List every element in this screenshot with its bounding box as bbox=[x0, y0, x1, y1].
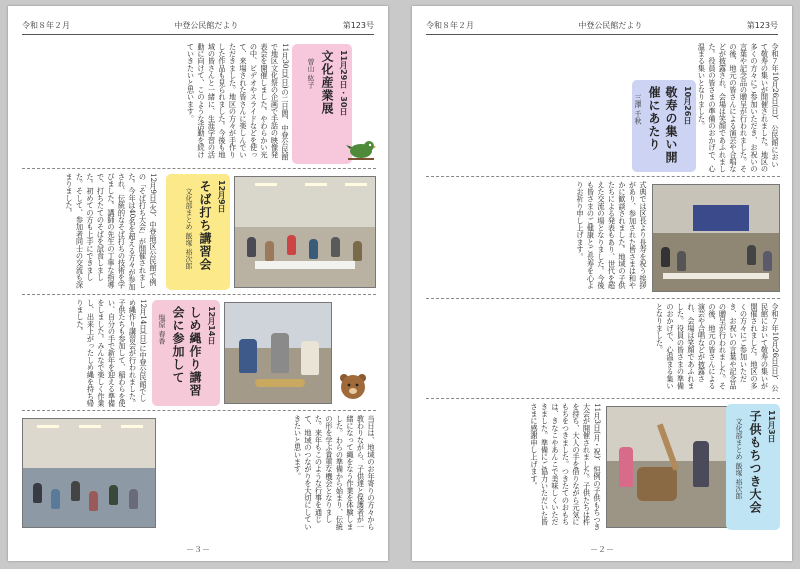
article-culture-exhibition bbox=[22, 40, 376, 169]
article-title: そば打ち講習会 bbox=[198, 180, 212, 271]
article-body: 12月14日(日)に中登公民館でしめ縄作り講習会が行われました。子供たちも参加して、稲わらを使い、自分の手で新年を迎える準備をしました。みんなで楽しく作業し、出来上がったしめ縄を持ち帰りました。 bbox=[76, 299, 148, 407]
page-header bbox=[22, 20, 374, 35]
article-soba-making bbox=[22, 170, 376, 295]
article-author: 曽山 紘子 bbox=[307, 58, 315, 89]
article-title: 文化産業展 bbox=[320, 50, 334, 115]
article-title-box bbox=[632, 80, 696, 172]
article-body: 当日は、地域のお年寄りの方々から教わりながら、子供達と保護者が一緒になって縄をなう作業を体験しました。わらの準備から始まり、伝統の形を学ぶ貴重な機会となりました。来年もこのような行事を通じて、地域のつながりを大切にしていきたいと思います。 bbox=[293, 415, 376, 531]
article-author: 文化部まとめ 飯塚 裕次郎 bbox=[735, 418, 743, 500]
article-body: 令和７年10月26日(日)、公民館において敬寿の集いが開催されました。地区の多くの方々にご参加いただき、お祝いの言葉や記念品の贈呈が行われました。その後、地元の皆さんによる演芸や合唱などが披露され、会場は笑顔であふれました。役員の皆さまの準備のおかげで、心温まる集いとなりました。 bbox=[697, 43, 780, 173]
article-date: 12月9日 bbox=[217, 180, 226, 213]
header-newsletter-title: 中登公民館だより bbox=[174, 21, 239, 30]
header-era: 令和８年２月 bbox=[426, 21, 474, 30]
article-title-box bbox=[166, 174, 230, 290]
soba-class-photo bbox=[234, 176, 376, 288]
article-date: 10月26日 bbox=[683, 86, 692, 125]
page-header bbox=[426, 20, 778, 35]
bear-illustration-icon bbox=[334, 370, 372, 402]
shimenawa-photo bbox=[224, 302, 332, 404]
article-date: 12月14日 bbox=[207, 306, 216, 345]
article-body: 12月9日(火)、中登地区公民館で例の「そば打ち大会」が開催されました。今年は40名を超える方々が参加され、伝統的なそば打ちの技術を学びました。講師の先生の丁寧な指導で、打ちたてのそばを試食しました。初めての方も上手にできました。そして、参加者同士の交流も深まりました。 bbox=[65, 173, 158, 291]
article-author: 文化部まとめ 飯塚 裕次郎 bbox=[185, 188, 193, 270]
article-body: 式典では区長より長寿を祝う挨拶があり、参加された皆さまは和やかに歓談されました。地域の子供たちによる発表もあり、世代を超えた交流の場となりました。今後も皆さまのご健康とご長寿を心よりお祈り申し上げます。 bbox=[576, 181, 648, 289]
article-mochi-making bbox=[426, 400, 780, 534]
article-title: 子供もちつき大会 bbox=[748, 410, 762, 514]
article-keiju-continuation bbox=[426, 178, 780, 299]
article-continuation bbox=[22, 412, 376, 534]
keiju-gathering-photo bbox=[652, 184, 780, 292]
newsletter-page-2 bbox=[412, 6, 792, 561]
article-shimenawa bbox=[22, 296, 376, 411]
header-newsletter-title: 中登公民館だより bbox=[578, 21, 643, 30]
article-date: 11月3日 bbox=[767, 410, 776, 443]
article-title: しめ縄作り講習会に参加して bbox=[171, 306, 202, 397]
article-author: 三澤 千秋 bbox=[634, 94, 642, 125]
article-keiju-closing bbox=[426, 300, 780, 399]
article-body: 11月3日(月・祝)、恒例の子供もちつき大会が開催されました。子供たちは杵を持ち、大人の手を借りながら元気にもちをつきました。つきたてのおもちは、きなこやあんこで美味しくいただきました。準備にご協力いただいた皆さまに感謝申し上げます。 bbox=[530, 403, 602, 531]
article-author: 塩原 春香 bbox=[158, 314, 166, 345]
mochi-pounding-photo bbox=[606, 406, 728, 528]
bird-illustration-icon bbox=[346, 135, 376, 161]
article-title-box bbox=[292, 44, 352, 164]
header-issue: 第123号 bbox=[746, 21, 778, 30]
header-era: 令和８年２月 bbox=[22, 21, 70, 30]
article-title-box bbox=[152, 300, 220, 406]
article-title-box bbox=[726, 404, 780, 530]
article-body: 11月30日(日)の二日間、中登公民館で地区文化祭の企画で手話の映像発表会を開催しました。やわらかい光の中、ビデオやスライドなどを使って、来場された皆さんに楽しんでいただきました。地区の方々が手作りした作品も見られました。今後も地域の皆さんと一緒に、生涯学習の活動に向けて、このような活動を続けていきたいと思います。 bbox=[186, 43, 290, 161]
article-date: 11月29日・30日 bbox=[339, 50, 348, 116]
article-keiju-gathering bbox=[426, 40, 780, 177]
newsletter-page-3 bbox=[8, 6, 388, 561]
page-number: －２－ bbox=[590, 545, 614, 554]
article-title: 敬寿の集い開催にあたり bbox=[647, 86, 678, 164]
article-body: 令和７年10月26日(日)、公民館において敬寿の集いが開催されました。地区の多くの方々にご参加いただき、お祝いの言葉や記念品の贈呈が行われました。その後、地元の皆さんによる演芸や合唱などが披露され、会場は笑顔であふれました。役員の皆さまの準備のおかげで、心温まる集いとなりました。 bbox=[655, 303, 780, 392]
page-number: －３－ bbox=[186, 545, 210, 554]
community-hall-photo bbox=[22, 418, 156, 528]
header-issue: 第123号 bbox=[342, 21, 374, 30]
